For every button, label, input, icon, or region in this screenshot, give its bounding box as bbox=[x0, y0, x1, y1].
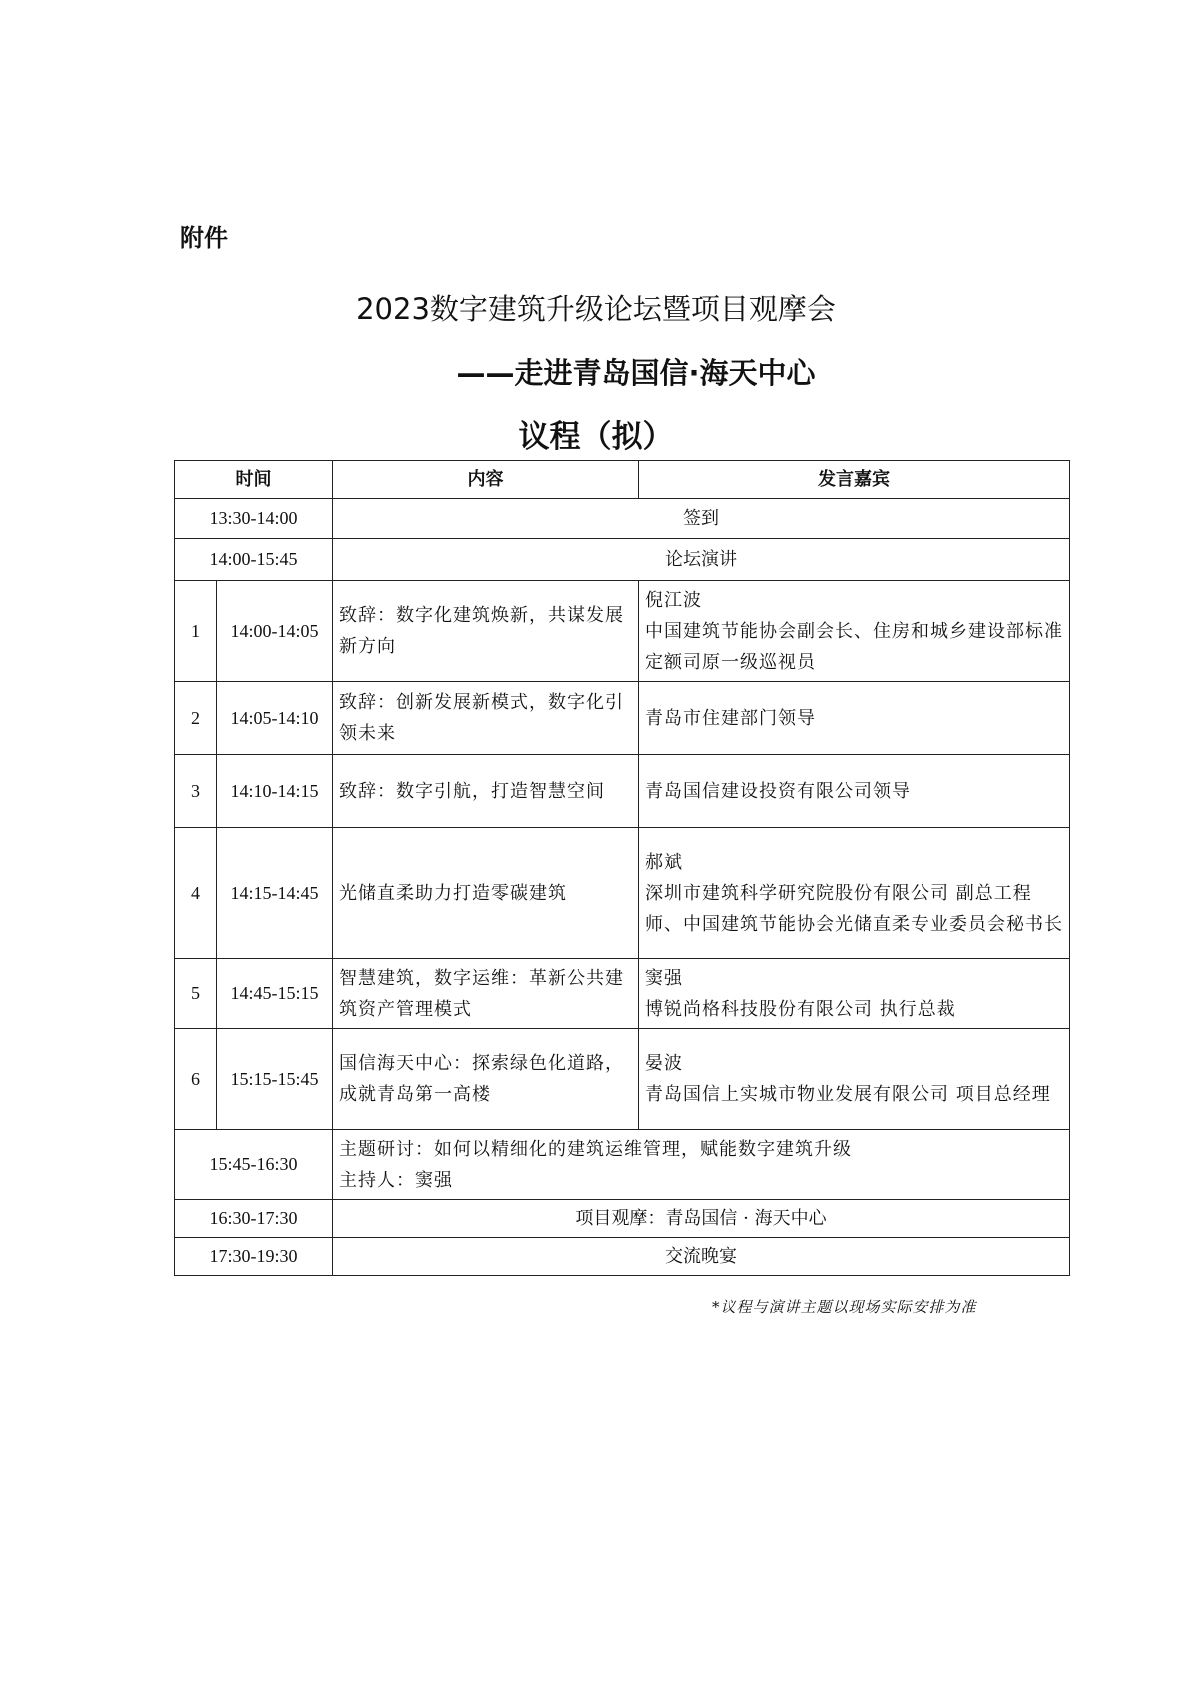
header-speaker: 发言嘉宾 bbox=[639, 461, 1070, 499]
footnote: *议程与演讲主题以现场实际安排为准 bbox=[712, 1298, 977, 1316]
speaker-name: 倪江波 bbox=[645, 589, 702, 611]
content-cell: 论坛演讲 bbox=[333, 539, 1070, 581]
content-cell: 交流晚宴 bbox=[333, 1238, 1070, 1276]
agenda-table bbox=[174, 460, 1070, 1276]
speaker-cell bbox=[639, 755, 1070, 828]
time-cell: 14:05-14:10 bbox=[217, 682, 333, 755]
speaker-name: 窦强 bbox=[645, 967, 683, 989]
content-cell: 致辞：数字引航，打造智慧空间 bbox=[333, 755, 639, 828]
content-cell: 致辞：数字化建筑焕新，共谋发展新方向 bbox=[333, 581, 639, 682]
table-row bbox=[175, 959, 1070, 1029]
panel-topic: 主题研讨：如何以精细化的建筑运维管理，赋能数字建筑升级 bbox=[339, 1138, 852, 1160]
table-row-signin bbox=[175, 499, 1070, 539]
content-cell: 智慧建筑，数字运维：革新公共建筑资产管理模式 bbox=[333, 959, 639, 1029]
agenda-heading: 议程（拟） bbox=[518, 419, 674, 455]
speaker-title: 青岛市住建部门领导 bbox=[645, 707, 816, 729]
time-cell: 14:00-15:45 bbox=[175, 539, 333, 581]
row-number: 1 bbox=[175, 581, 217, 682]
time-cell: 14:15-14:45 bbox=[217, 828, 333, 959]
table-row bbox=[175, 1029, 1070, 1130]
row-number: 2 bbox=[175, 682, 217, 755]
speaker-title: 青岛国信上实城市物业发展有限公司 项目总经理 bbox=[645, 1084, 1051, 1105]
content-cell: 签到 bbox=[333, 499, 1070, 539]
attachment-label: 附件 bbox=[180, 224, 228, 252]
time-cell: 13:30-14:00 bbox=[175, 499, 333, 539]
content-cell: 国信海天中心：探索绿色化道路，成就青岛第一高楼 bbox=[333, 1029, 639, 1130]
table-row bbox=[175, 828, 1070, 959]
table-header-row bbox=[175, 461, 1070, 499]
time-cell: 15:45-16:30 bbox=[175, 1130, 333, 1200]
page-title: 2023数字建筑升级论坛暨项目观摩会 bbox=[356, 292, 836, 326]
row-number: 6 bbox=[175, 1029, 217, 1130]
table-row bbox=[175, 682, 1070, 755]
header-time: 时间 bbox=[175, 461, 333, 499]
speaker-title: 中国建筑节能协会副会长、住房和城乡建设部标准定额司原一级巡视员 bbox=[645, 620, 1063, 673]
content-cell: 光储直柔助力打造零碳建筑 bbox=[333, 828, 639, 959]
table-row bbox=[175, 755, 1070, 828]
row-number: 4 bbox=[175, 828, 217, 959]
speaker-name: 晏波 bbox=[645, 1053, 683, 1074]
table-row bbox=[175, 581, 1070, 682]
speaker-title: 青岛国信建设投资有限公司领导 bbox=[645, 780, 911, 802]
panel-host: 主持人：窦强 bbox=[339, 1169, 453, 1191]
table-row-tour bbox=[175, 1200, 1070, 1238]
time-cell: 14:00-14:05 bbox=[217, 581, 333, 682]
time-cell: 14:45-15:15 bbox=[217, 959, 333, 1029]
speaker-title: 博锐尚格科技股份有限公司 执行总裁 bbox=[645, 998, 956, 1020]
speaker-cell bbox=[639, 828, 1070, 959]
speaker-cell bbox=[639, 959, 1070, 1029]
table-row-forum bbox=[175, 539, 1070, 581]
content-cell: 致辞：创新发展新模式，数字化引领未来 bbox=[333, 682, 639, 755]
speaker-cell bbox=[639, 581, 1070, 682]
time-cell: 14:10-14:15 bbox=[217, 755, 333, 828]
header-content: 内容 bbox=[333, 461, 639, 499]
row-number: 3 bbox=[175, 755, 217, 828]
speaker-cell bbox=[639, 682, 1070, 755]
speaker-title: 深圳市建筑科学研究院股份有限公司 副总工程师、中国建筑节能协会光储直柔专业委员会秘书长 bbox=[645, 882, 1063, 935]
speaker-name: 郝斌 bbox=[645, 851, 683, 873]
time-cell: 16:30-17:30 bbox=[175, 1200, 333, 1238]
row-number: 5 bbox=[175, 959, 217, 1029]
content-cell: 项目观摩：青岛国信 · 海天中心 bbox=[333, 1200, 1070, 1238]
time-cell: 17:30-19:30 bbox=[175, 1238, 333, 1276]
table-row-panel bbox=[175, 1130, 1070, 1200]
content-cell bbox=[333, 1130, 1070, 1200]
speaker-cell bbox=[639, 1029, 1070, 1130]
page-subtitle: ——走进青岛国信·海天中心 bbox=[456, 356, 816, 390]
table-row-dinner bbox=[175, 1238, 1070, 1276]
time-cell: 15:15-15:45 bbox=[217, 1029, 333, 1130]
